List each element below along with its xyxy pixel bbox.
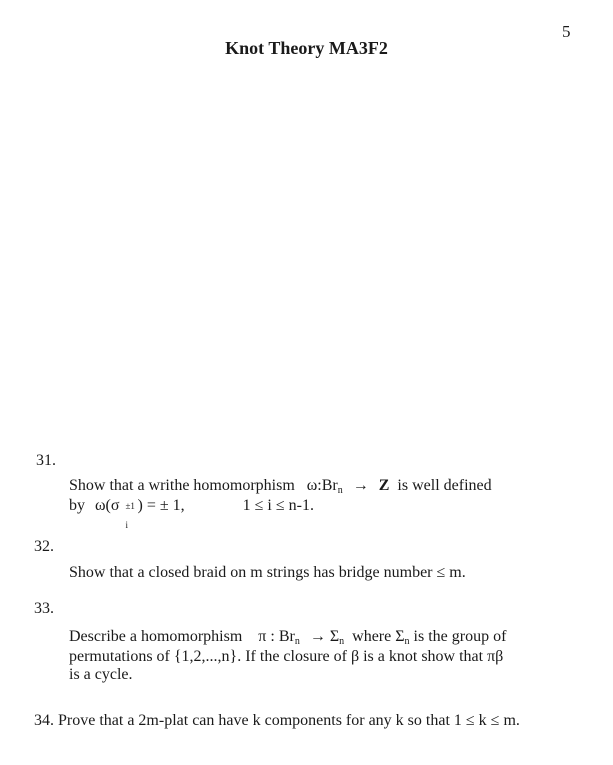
- problem-33-pi-sub: n: [294, 636, 300, 647]
- problem-32-text: Show that a closed braid on m strings has bridge number ≤ m.: [69, 564, 466, 581]
- problem-34-text: Prove that a 2m-plat can have k components for any k so that 1 ≤ k ≤ m.: [58, 712, 520, 729]
- problem-33-line-1: [69, 628, 506, 647]
- problem-33-number: 33.: [34, 600, 54, 617]
- problem-33-arrow: →: [309, 628, 326, 645]
- problem-31-by: by: [69, 497, 85, 514]
- problem-33-where: where: [352, 628, 392, 645]
- problem-34-number: 34.: [34, 712, 54, 729]
- problem-31-arrow: →: [352, 477, 369, 494]
- problem-33-sigma: Σ: [329, 628, 340, 645]
- problem-31-rest: is well defined: [397, 477, 492, 494]
- document-title: Knot Theory MA3F2: [225, 38, 388, 58]
- page-number: 5: [562, 22, 571, 41]
- problem-31-omega: ω(σ: [95, 497, 120, 514]
- problem-33-pi: π : Br: [258, 628, 295, 645]
- problem-31-map: ω:Br: [306, 477, 338, 494]
- problem-33-sigma2-sub: n: [404, 636, 410, 647]
- problem-33-sigma-sub: n: [339, 636, 345, 647]
- problem-31-line-2: [69, 497, 314, 530]
- problem-31-text: Show that a writhe homomorphism: [69, 477, 295, 494]
- problem-33-line-3: is a cycle.: [69, 666, 133, 683]
- problem-31-target: Z: [378, 477, 390, 494]
- problem-33-rest: is the group of: [413, 628, 507, 645]
- problem-31-number: 31.: [36, 452, 56, 469]
- problem-33-text: Describe a homomorphism: [69, 628, 243, 645]
- problem-31-sub: i: [125, 520, 128, 530]
- problem-32-number: 32.: [34, 538, 54, 555]
- problem-31-map-sub: n: [337, 485, 343, 496]
- problem-31-range: 1 ≤ i ≤ n-1.: [242, 497, 314, 514]
- problem-31-sup: ±1: [125, 501, 135, 511]
- problem-33-line-2: permutations of {1,2,...,n}. If the closure of β is a knot show that πβ: [69, 648, 504, 665]
- problem-33-sigma2: Σ: [395, 628, 405, 645]
- problem-31-eq: ) = ± 1,: [137, 497, 185, 514]
- problem-31-line-1: [69, 477, 492, 496]
